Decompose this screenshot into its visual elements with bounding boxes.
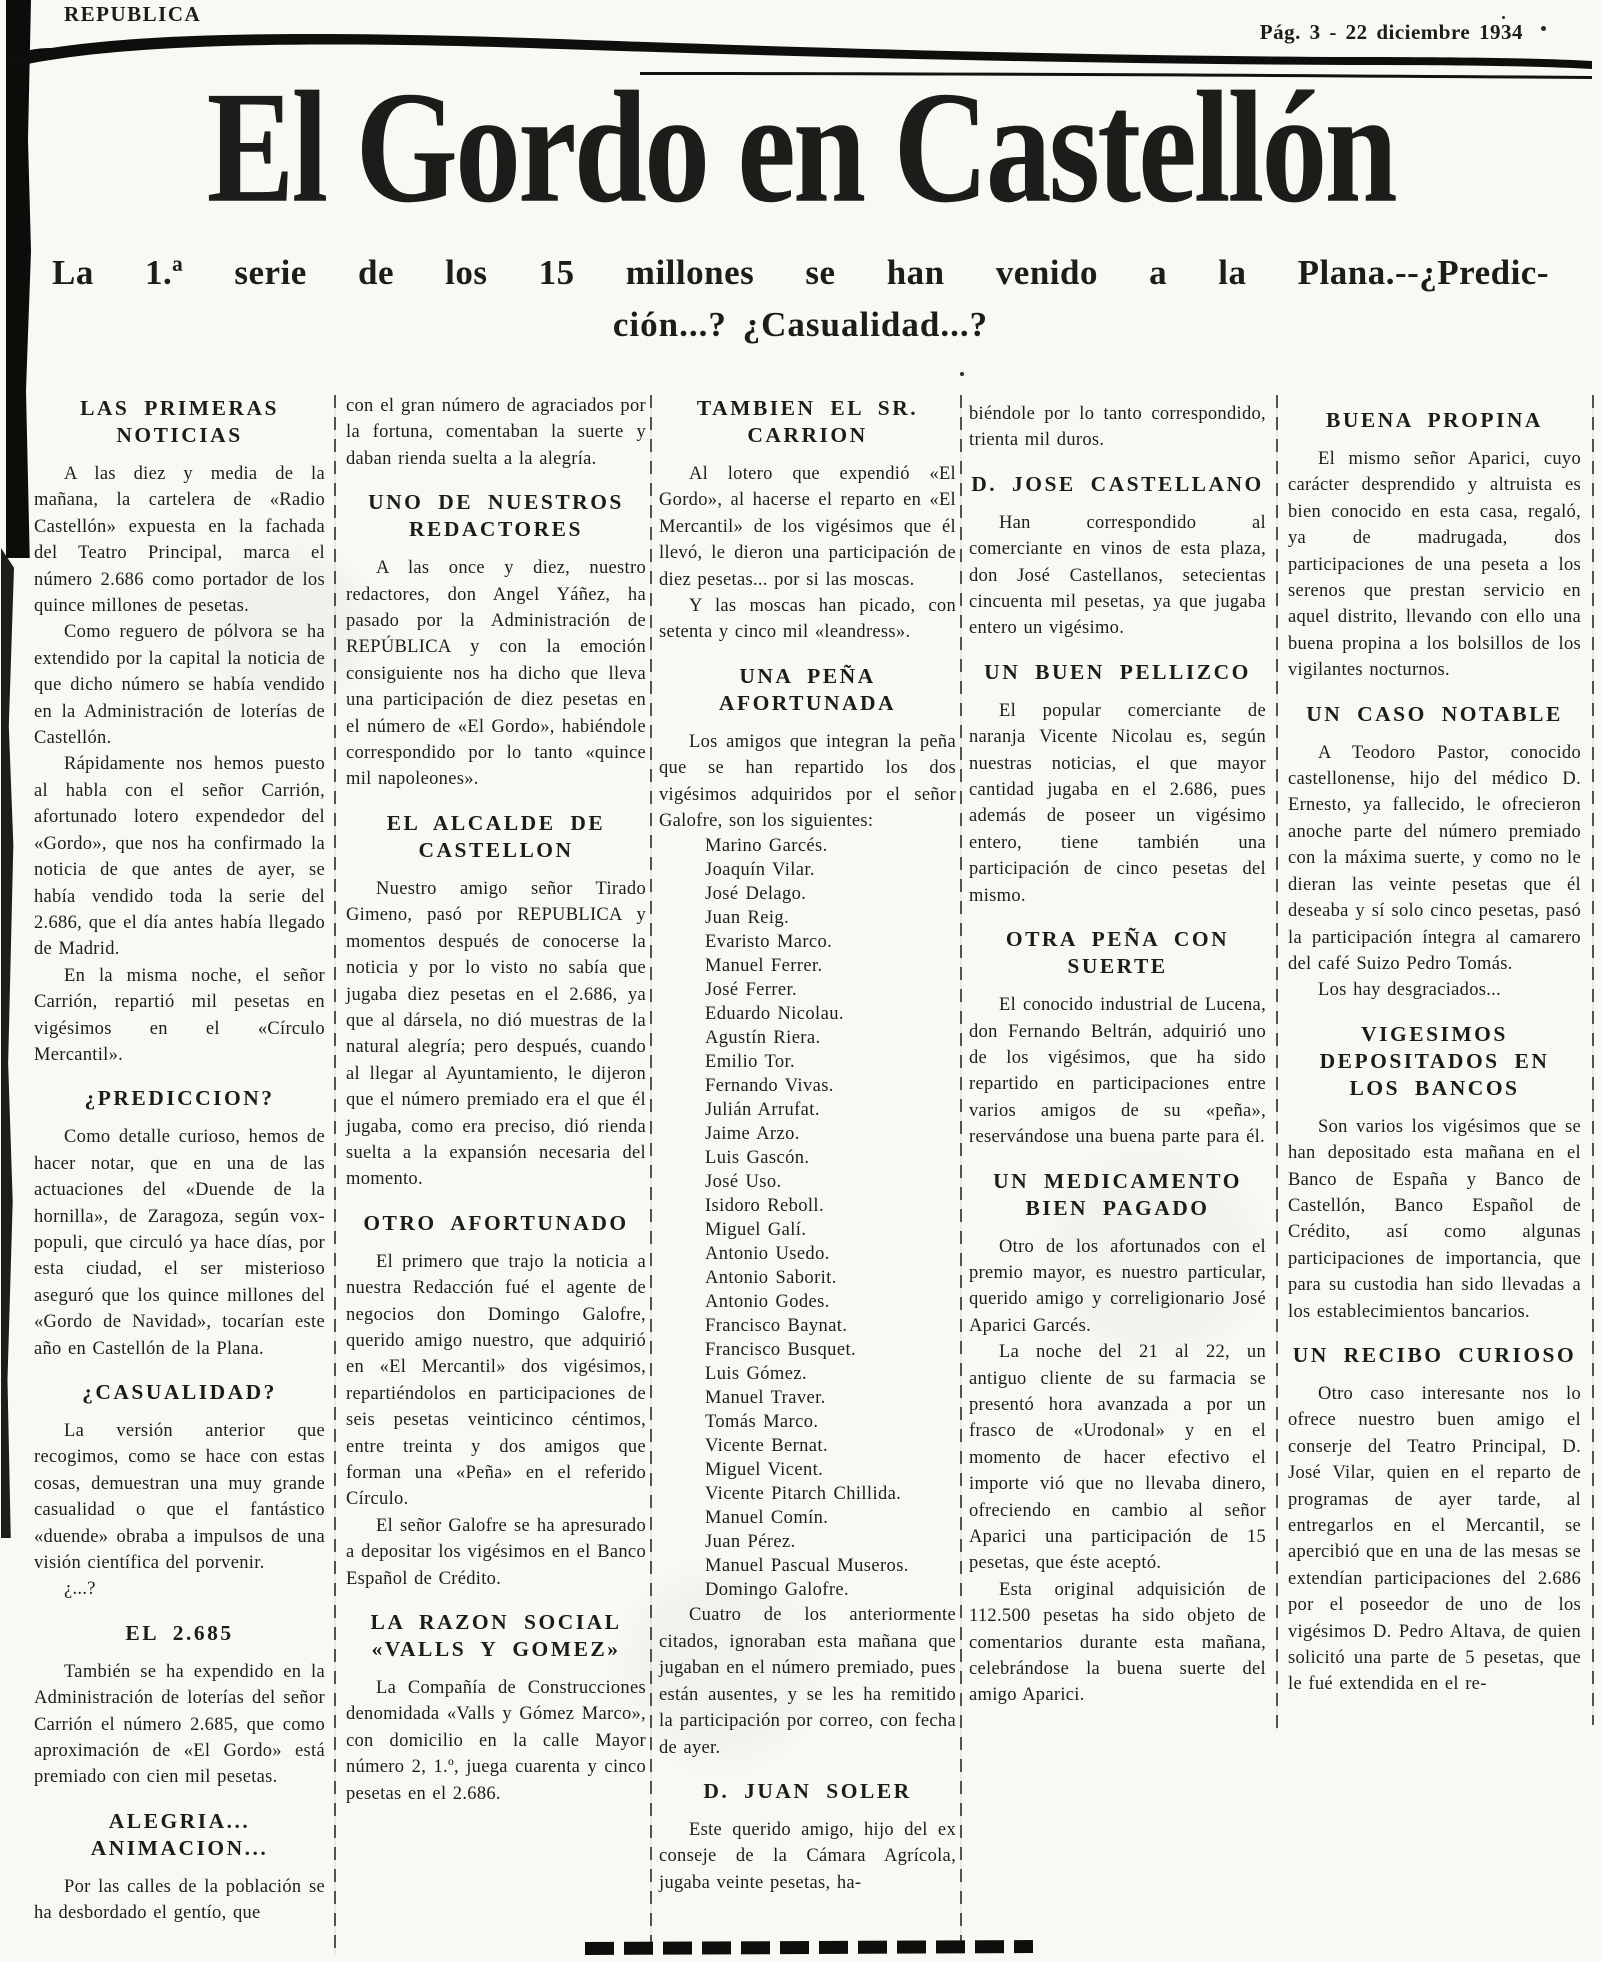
article-paragraph: Al lotero que expendió «El Gordo», al hacerse el reparto en «El Mercantil» de los vigésimos que él llevó, le dieron una participación de diez pesetas... por si las moscas.	[659, 464, 956, 590]
article-paragraph: Los amigos que integran la peña que se han repartido los dos vigésimos adquiridos por el señor Galofre, son los siguientes:	[659, 731, 956, 832]
pena-member-name: Evaristo Marco.	[705, 932, 833, 953]
article-paragraph: Esta original adquisición de 112.500 pesetas ha sido objeto de comentarios durante esta mañana, celebrándose la buena suerte del amigo Aparici.	[969, 1579, 1266, 1706]
article-paragraph: En la misma noche, el señor Carrión, repartió mil pesetas en vigésimos en el «Círculo Mercantil».	[34, 965, 325, 1065]
pena-member-name: Eduardo Nicolau.	[705, 1004, 844, 1025]
page-number-date: Pág. 3 - 22 diciembre 1934	[1259, 20, 1523, 44]
pena-member-name: Manuel Comín.	[705, 1508, 829, 1529]
section-heading: ¿PREDICCION?	[84, 1086, 275, 1111]
article-paragraph: La Compañía de Construcciones denomidada «Valls y Gómez Marco», con domicilio en la calle Mayor número 2, 1.º, juega cuarenta y cinco pesetas en el 2.686.	[346, 1678, 646, 1804]
column-divider	[960, 395, 962, 1955]
pena-member-name: Joaquín Vilar.	[705, 860, 815, 881]
section-heading: UN CASO NOTABLE	[1306, 701, 1563, 726]
pena-member-name: Julián Arrufat.	[705, 1100, 820, 1121]
column-divider	[1276, 395, 1278, 1730]
pena-member-name: Juan Pérez.	[705, 1532, 796, 1553]
pena-member-name: Marino Garcés.	[705, 836, 828, 857]
pena-member-name: Miguel Galí.	[705, 1220, 807, 1241]
pena-member-name: José Delago.	[705, 884, 807, 905]
column-1	[34, 393, 325, 1927]
article-paragraph: El primero que trajo la noticia a nuestra Redacción fué el agente de negocios don Domingo Galofre, querido amigo nuestro, que adquirió en «El Mercantil» dos vigésimos, repartiéndolos en participaciones de seis pesetas veinticinco céntimos, entre treinta y dos amigos que forman una «Peña» en el referido Círculo.	[346, 1251, 646, 1510]
section-heading: LA RAZON SOCIAL «VALLS Y GOMEZ»	[370, 1610, 622, 1662]
section-heading: TAMBIEN EL SR. CARRION	[696, 396, 919, 447]
article-paragraph: El popular comerciante de naranja Vicente Nicolau es, según nuestras noticias, el que mayor cantidad jugaba en el 2.686, pues además de poseer un vigésimo entero, tiene también una participación de cinco pesetas del mismo.	[969, 700, 1266, 906]
section-heading: OTRO AFORTUNADO	[363, 1210, 629, 1235]
article-paragraph: El señor Galofre se ha apresurado a depositar los vigésimos en el Banco Español de Crédito.	[346, 1515, 646, 1589]
section-heading: UN BUEN PELLIZCO	[984, 659, 1251, 684]
section-heading: VIGESIMOS DEPOSITADOS EN LOS BANCOS	[1319, 1021, 1550, 1100]
column-5	[1288, 393, 1581, 1698]
column-3	[659, 393, 956, 1896]
scan-speck	[960, 372, 964, 376]
article-paragraph: biéndole por lo tanto correspondido, trienta mil duros.	[969, 404, 1266, 451]
section-heading: OTRA PEÑA CON SUERTE	[1005, 927, 1230, 979]
pena-member-name: Luis Gascón.	[705, 1148, 810, 1169]
section-heading: UNO DE NUESTROS REDACTORES	[368, 490, 624, 542]
pena-member-name: Manuel Ferrer.	[705, 956, 823, 977]
pena-member-name: Jaime Arzo.	[705, 1124, 800, 1145]
pena-member-name: Manuel Pascual Museros.	[705, 1556, 909, 1577]
pena-member-name: José Uso.	[705, 1172, 782, 1193]
pena-member-name: Antonio Usedo.	[705, 1244, 830, 1265]
main-headline: El Gordo en Castellón	[206, 58, 1395, 236]
article-paragraph: Y las moscas han picado, con setenta y cinco mil «leandress».	[659, 596, 956, 643]
article-paragraph: La versión anterior que recogimos, como se hace con estas cosas, demuestran una muy grande casualidad o que el fantástico «duende» obraba a impulsos de una visión científica del porvenir.	[34, 1421, 325, 1574]
column-4	[969, 393, 1266, 1709]
pena-member-name: Francisco Baynat.	[705, 1316, 848, 1337]
article-paragraph: con el gran número de agraciados por la fortuna, comentaban la suerte y daban rienda suelta a la alegría.	[346, 396, 646, 469]
pena-member-name: Vicente Pitarch Chillida.	[705, 1484, 902, 1505]
section-heading: EL ALCALDE DE CASTELLON	[386, 810, 606, 862]
article-paragraph: Rápidamente nos hemos puesto al habla con el señor Carrión, afortunado lotero expendedor del «Gordo», que nos ha confirmado la noticia de que antes de ayer, se había vendido toda la serie del 2.686, que el día antes había llegado de Madrid.	[34, 754, 325, 960]
article-paragraph: Como detalle curioso, hemos de hacer notar, que en una de las actuaciones del «Duende de la hornilla», de Zaragoza, según vox-populi, que circuló ya hace días, por esta ciudad, el ser misterioso aseguró que los quince millones del «Gordo de Navidad», tocarían este año en Castellón de la Plana.	[34, 1127, 325, 1359]
section-heading: BUENA PROPINA	[1326, 408, 1543, 432]
article-paragraph: Los hay desgraciados...	[1318, 980, 1502, 1001]
column-divider	[650, 395, 652, 1955]
pena-member-name: Isidoro Reboll.	[705, 1196, 824, 1217]
scan-speck	[1502, 16, 1505, 19]
pena-member-name: Vicente Bernat.	[705, 1436, 828, 1457]
pena-member-name: Manuel Traver.	[705, 1388, 826, 1409]
article-columns	[0, 393, 1601, 1961]
pena-member-name: Antonio Saborit.	[705, 1268, 837, 1289]
article-paragraph: Este querido amigo, hijo del ex conseje de la Cámara Agrícola, jugaba veinte pesetas, ha-	[659, 1819, 956, 1893]
pena-member-name: Domingo Galofre.	[705, 1580, 850, 1601]
article-paragraph: A las diez y media de la mañana, la cartelera de «Radio Castellón» expuesta en la fachada del Teatro Principal, marca el número 2.686 como portador de los quince millones de pesetas.	[34, 464, 325, 617]
section-heading: LAS PRIMERAS NOTICIAS	[80, 396, 279, 447]
article-paragraph: La noche del 21 al 22, un antiguo cliente de su farmacia se presentó hora avanzada a por un frasco de «Urodonal» y en el momento de hacer efectivo el importe vió que no llevaba dinero, ofreciendo en cambio al señor Aparici una participación de 15 pesetas, que éste aceptó.	[969, 1342, 1266, 1574]
section-heading: ¿CASUALIDAD?	[82, 1380, 277, 1404]
section-heading: EL 2.685	[125, 1620, 234, 1645]
article-paragraph: Por las calles de la población se ha desbordado el gentío, que	[34, 1876, 325, 1924]
article-paragraph: A las once y diez, nuestro redactores, don Angel Yáñez, ha pasado por la Administración de REPÚBLICA y con la emoción consiguiente nos ha dicho que lleva una participación de diez pesetas en el número de «El Gordo», habiéndole correspondido por lo tanto «quince mil napoleones».	[346, 558, 646, 790]
article-paragraph: A Teodoro Pastor, conocido castellonense, hijo del médico D. Ernesto, ya fallecido, le ofrecieron anoche parte del número premiado con la máxima suerte, y como no le dieran las veinte pesetas que él deseaba y sí solo cinco pesetas, pasó la participación íntegra al camarero del café Suizo Pedro Tomás.	[1288, 742, 1581, 974]
pena-member-name: Luis Gómez.	[705, 1364, 807, 1385]
pena-member-name: Fernando Vivas.	[705, 1076, 834, 1097]
article-paragraph: El mismo señor Aparici, cuyo carácter desprendido y altruista es bien conocido en esta casa, regaló, ya de madrugada, dos participaciones de una peseta a los serenos que prestan servicio en aquel distrito, llevando con ello una buena propina a los bolsillos de los vigilantes nocturnos.	[1288, 449, 1581, 681]
column-divider	[1592, 395, 1594, 1725]
column-divider	[334, 395, 336, 1955]
section-heading: D. JOSE CASTELLANO	[971, 471, 1264, 496]
pena-member-name: Tomás Marco.	[705, 1412, 819, 1433]
article-paragraph: Otro caso interesante nos lo ofrece nuestro buen amigo el conserje del Teatro Principal, D. José Vilar, quien en el reparto de programas de ayer tarde, al entregarlos en el Mercantil, se apercibió que en una de las mesas se extendían participaciones del 2.686 por el poseedor de uno de los vigésimos D. Pedro Altava, de quien solicitó una parte de 5 pesetas, que le fué extendida en el re-	[1288, 1383, 1581, 1695]
section-heading: ALEGRIA... ANIMACION...	[90, 1808, 269, 1860]
bottom-dashed-rule	[585, 1940, 1033, 1955]
article-paragraph: El conocido industrial de Lucena, don Fernando Beltrán, adquirió uno de los vigésimos, que ha sido repartido en participaciones entre varios amigos de su «peña», reservándose una buena parte para él.	[969, 995, 1266, 1148]
pena-member-name: Emilio Tor.	[705, 1052, 796, 1073]
article-paragraph: También se ha expendido en la Administración de loterías del señor Carrión el número 2.685, que como aproximación de «El Gordo» está premiado con cien mil pesetas.	[34, 1661, 325, 1788]
article-paragraph: Otro de los afortunados con el premio mayor, es nuestro particular, querido amigo y correligionario José Aparici Garcés.	[969, 1236, 1266, 1336]
article-paragraph: Han correspondido al comerciante en vinos de esta plaza, don José Castellanos, setecientas cincuenta mil pesetas, ya que jugaba entero un vigésimo.	[969, 512, 1266, 639]
section-heading: UN RECIBO CURIOSO	[1292, 1342, 1577, 1367]
pena-member-name: Francisco Busquet.	[705, 1340, 857, 1361]
pena-member-name: Miguel Vicent.	[705, 1460, 824, 1481]
subheadline-line2: ción...? ¿Casualidad...?	[612, 305, 989, 344]
article-paragraph: Como reguero de pólvora se ha extendido por la capital la noticia de que dicho número se había vendido en la Administración de loterías de Castellón.	[34, 622, 325, 749]
masthead: REPUBLICA	[64, 2, 202, 26]
pena-member-name: José Ferrer.	[705, 980, 798, 1001]
section-heading: D. JUAN SOLER	[703, 1778, 912, 1803]
article-paragraph: ¿...?	[64, 1579, 96, 1600]
article-paragraph: Nuestro amigo señor Tirado Gimeno, pasó por REPUBLICA y momentos después de conocerse la noticia y por lo visto no sabía que jugaba diez pesetas en el 2.686, ya que al dársela, no dió muestras de la natural alegría; pero después, cuando al llegar al Ayuntamiento, le dijeron que el número premiado era el que él jugaba, como era preciso, dió rienda suelta a la expansión necesaria del momento.	[346, 878, 646, 1190]
article-paragraph: Son varios los vigésimos que se han depositado esta mañana en el Banco de España y Banco de Castellón, Banco Español de Crédito, así como algunas participaciones de importancia, que para su custodia han sido llevadas a los establecimientos bancarios.	[1288, 1116, 1581, 1322]
section-heading: UN MEDICAMENTO BIEN PAGADO	[993, 1168, 1242, 1220]
article-paragraph: Cuatro de los anteriormente citados, ignoraban esta mañana que jugaban en el número premiado, pues están ausentes, y se les ha remitido la participación por correo, con fecha de ayer.	[659, 1605, 956, 1758]
pena-member-name: Juan Reig.	[705, 908, 790, 929]
subheadline-line1: La 1.ª serie de los 15 millones se han venido a la Plana.--¿Predic-	[52, 253, 1549, 292]
pena-member-name: Antonio Godes.	[705, 1292, 830, 1313]
section-heading: UNA PEÑA AFORTUNADA	[718, 663, 897, 715]
pena-member-name: Agustín Riera.	[705, 1028, 821, 1049]
column-2	[346, 393, 646, 1807]
